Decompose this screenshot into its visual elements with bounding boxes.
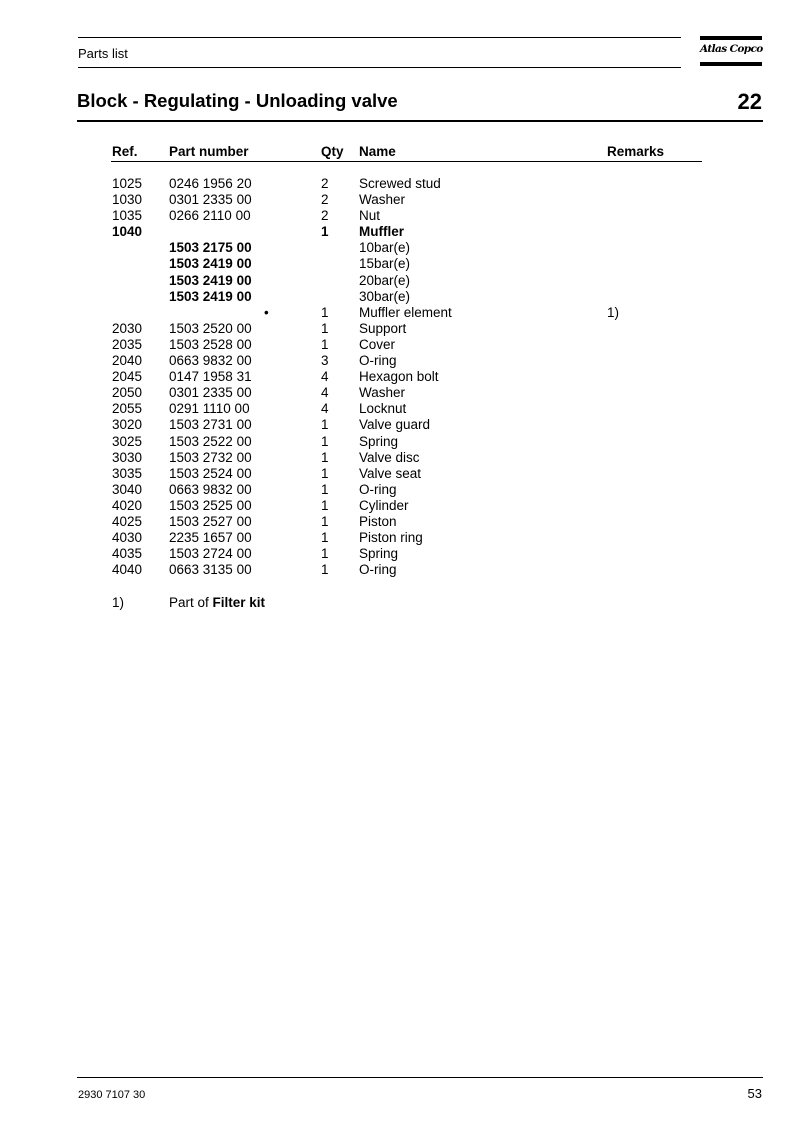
table-row xyxy=(0,369,800,385)
row-part-number: 2235 1657 00 xyxy=(169,530,252,546)
row-qty: 3 xyxy=(321,353,329,369)
table-row xyxy=(0,482,800,498)
table-row xyxy=(0,256,800,272)
row-name: Cylinder xyxy=(359,497,409,513)
row-part-number: 1503 2419 00 xyxy=(169,272,252,288)
row-name: Valve seat xyxy=(359,465,422,481)
row-part-number: 1503 2528 00 xyxy=(169,336,252,352)
row-name: 10bar(e) xyxy=(359,240,411,256)
row-part-number: 0663 3135 00 xyxy=(169,562,252,578)
row-ref: 4035 xyxy=(112,546,143,562)
row-part-number: 0266 2110 00 xyxy=(169,208,251,224)
table-row xyxy=(0,498,800,514)
table-row xyxy=(0,385,800,401)
row-qty: 1 xyxy=(321,224,329,240)
column-header-name: Name xyxy=(359,144,396,159)
row-name: Piston ring xyxy=(359,530,423,546)
row-name: 15bar(e) xyxy=(359,256,411,272)
row-ref: 2055 xyxy=(112,401,143,417)
footnote-kit-name: Filter kit xyxy=(212,595,266,610)
row-part-number: 0663 9832 00 xyxy=(169,353,252,369)
row-name: Cover xyxy=(359,336,396,352)
column-header-remarks: Remarks xyxy=(607,144,665,159)
row-name: 20bar(e) xyxy=(359,272,411,288)
row-qty: 2 xyxy=(321,192,329,208)
row-name: Spring xyxy=(359,546,399,562)
row-name: O-ring xyxy=(359,562,397,578)
row-name: Muffler element xyxy=(359,304,452,320)
table-row xyxy=(0,305,800,321)
logo-bottom-bar xyxy=(700,62,762,66)
column-header-ref: Ref. xyxy=(112,144,138,159)
row-name: Screwed stud xyxy=(359,176,441,191)
logo-text: Atlas Copco xyxy=(700,43,763,55)
table-row xyxy=(0,208,800,224)
row-part-number: 0663 9832 00 xyxy=(169,481,252,497)
table-header-rule xyxy=(111,161,702,162)
row-remarks: 1) xyxy=(607,304,620,320)
chapter-number: 22 xyxy=(737,89,762,114)
column-header-qty: Qty xyxy=(321,144,344,159)
row-qty: 1 xyxy=(321,320,329,336)
row-part-number: 1503 2520 00 xyxy=(169,320,252,336)
row-ref: 3035 xyxy=(112,465,143,481)
table-row xyxy=(0,273,800,289)
table-row xyxy=(0,321,800,337)
row-part-number: 1503 2731 00 xyxy=(169,417,252,433)
row-ref: 2030 xyxy=(112,320,143,336)
row-name: Spring xyxy=(359,433,399,449)
table-row xyxy=(0,434,800,450)
row-name: Valve guard xyxy=(359,417,431,433)
row-name: 30bar(e) xyxy=(359,288,411,304)
footnote-marker: 1) xyxy=(112,595,125,610)
row-part-number: 1503 2724 00 xyxy=(169,546,252,562)
footnote xyxy=(0,595,800,613)
row-qty: 1 xyxy=(321,513,329,529)
row-name: Washer xyxy=(359,192,406,208)
table-row xyxy=(0,417,800,433)
row-qty: 1 xyxy=(321,562,329,578)
table-row xyxy=(0,289,800,305)
table-row xyxy=(0,401,800,417)
row-qty: 1 xyxy=(321,449,329,465)
row-part-number: 1503 2732 00 xyxy=(169,449,252,465)
row-qty: 1 xyxy=(321,481,329,497)
row-name: Support xyxy=(359,320,407,336)
row-qty: 4 xyxy=(321,369,329,385)
row-ref: 1025 xyxy=(112,176,143,191)
row-ref: 1040 xyxy=(112,224,143,240)
row-qty: 1 xyxy=(321,304,329,320)
row-ref: 3025 xyxy=(112,433,143,449)
row-ref: 1035 xyxy=(112,208,143,224)
logo-top-bar xyxy=(700,36,762,40)
row-part-number: 1503 2527 00 xyxy=(169,513,252,529)
row-ref: 4040 xyxy=(112,562,143,578)
header-section-label: Parts list xyxy=(78,46,128,61)
header-top-rule xyxy=(78,37,681,38)
row-part-number: 1503 2524 00 xyxy=(169,465,252,481)
row-name: Nut xyxy=(359,208,381,224)
row-ref: 2035 xyxy=(112,336,143,352)
row-ref: 4020 xyxy=(112,497,143,513)
row-ref: 3020 xyxy=(112,417,143,433)
row-part-number: 0291 1110 00 xyxy=(169,401,250,417)
row-part-number: 0147 1958 31 xyxy=(169,369,252,385)
row-qty: 2 xyxy=(321,208,329,224)
parts-table-body xyxy=(0,176,800,578)
row-name: Washer xyxy=(359,385,406,401)
table-row xyxy=(0,353,800,369)
row-qty: 1 xyxy=(321,497,329,513)
row-ref: 1030 xyxy=(112,192,143,208)
row-part-number: 1503 2525 00 xyxy=(169,497,252,513)
row-part-number: 1503 2522 00 xyxy=(169,433,252,449)
row-part-number: 1503 2175 00 xyxy=(169,240,252,256)
row-name: Hexagon bolt xyxy=(359,369,439,385)
row-name: Valve disc xyxy=(359,449,420,465)
row-qty: 2 xyxy=(321,176,329,191)
table-row xyxy=(0,546,800,562)
column-header-part-number: Part number xyxy=(169,144,249,159)
row-ref: 2050 xyxy=(112,385,143,401)
table-row xyxy=(0,562,800,578)
row-ref: 4030 xyxy=(112,530,143,546)
row-qty: 1 xyxy=(321,336,329,352)
row-name: Locknut xyxy=(359,401,407,417)
footnote-text xyxy=(169,595,265,610)
row-qty: 4 xyxy=(321,401,329,417)
row-name: O-ring xyxy=(359,353,397,369)
table-row xyxy=(0,337,800,353)
footer-rule xyxy=(77,1077,763,1078)
row-qty: 1 xyxy=(321,546,329,562)
footnote-text-plain: Part of xyxy=(169,595,213,610)
document-number: 2930 7107 30 xyxy=(78,1089,146,1101)
table-row xyxy=(0,514,800,530)
row-qty: 4 xyxy=(321,385,329,401)
table-row xyxy=(0,450,800,466)
table-row xyxy=(0,466,800,482)
table-row xyxy=(0,224,800,240)
row-ref: 2045 xyxy=(112,369,143,385)
row-part-number: 0301 2335 00 xyxy=(169,385,252,401)
title-rule xyxy=(77,120,763,122)
row-name: Muffler xyxy=(359,224,404,240)
row-ref: 4025 xyxy=(112,513,143,529)
page-title: Block - Regulating - Unloading valve xyxy=(77,90,398,111)
row-ref: 3030 xyxy=(112,449,143,465)
header-bottom-rule xyxy=(78,67,681,68)
atlas-copco-logo xyxy=(700,36,762,66)
table-header xyxy=(0,144,800,162)
row-ref: 3040 xyxy=(112,481,143,497)
table-row xyxy=(0,530,800,546)
row-qty: 1 xyxy=(321,417,329,433)
table-row xyxy=(0,192,800,208)
row-ref: 2040 xyxy=(112,353,143,369)
row-qty: 1 xyxy=(321,465,329,481)
row-name: O-ring xyxy=(359,481,397,497)
row-qty: 1 xyxy=(321,530,329,546)
table-row xyxy=(0,176,800,192)
row-bullet: • xyxy=(264,304,269,320)
row-part-number: 0246 1956 20 xyxy=(169,176,252,191)
row-qty: 1 xyxy=(321,433,329,449)
row-part-number: 1503 2419 00 xyxy=(169,256,252,272)
table-row xyxy=(0,240,800,256)
page-number: 53 xyxy=(747,1086,762,1101)
row-part-number: 0301 2335 00 xyxy=(169,192,252,208)
row-name: Piston xyxy=(359,513,397,529)
row-part-number: 1503 2419 00 xyxy=(169,288,252,304)
